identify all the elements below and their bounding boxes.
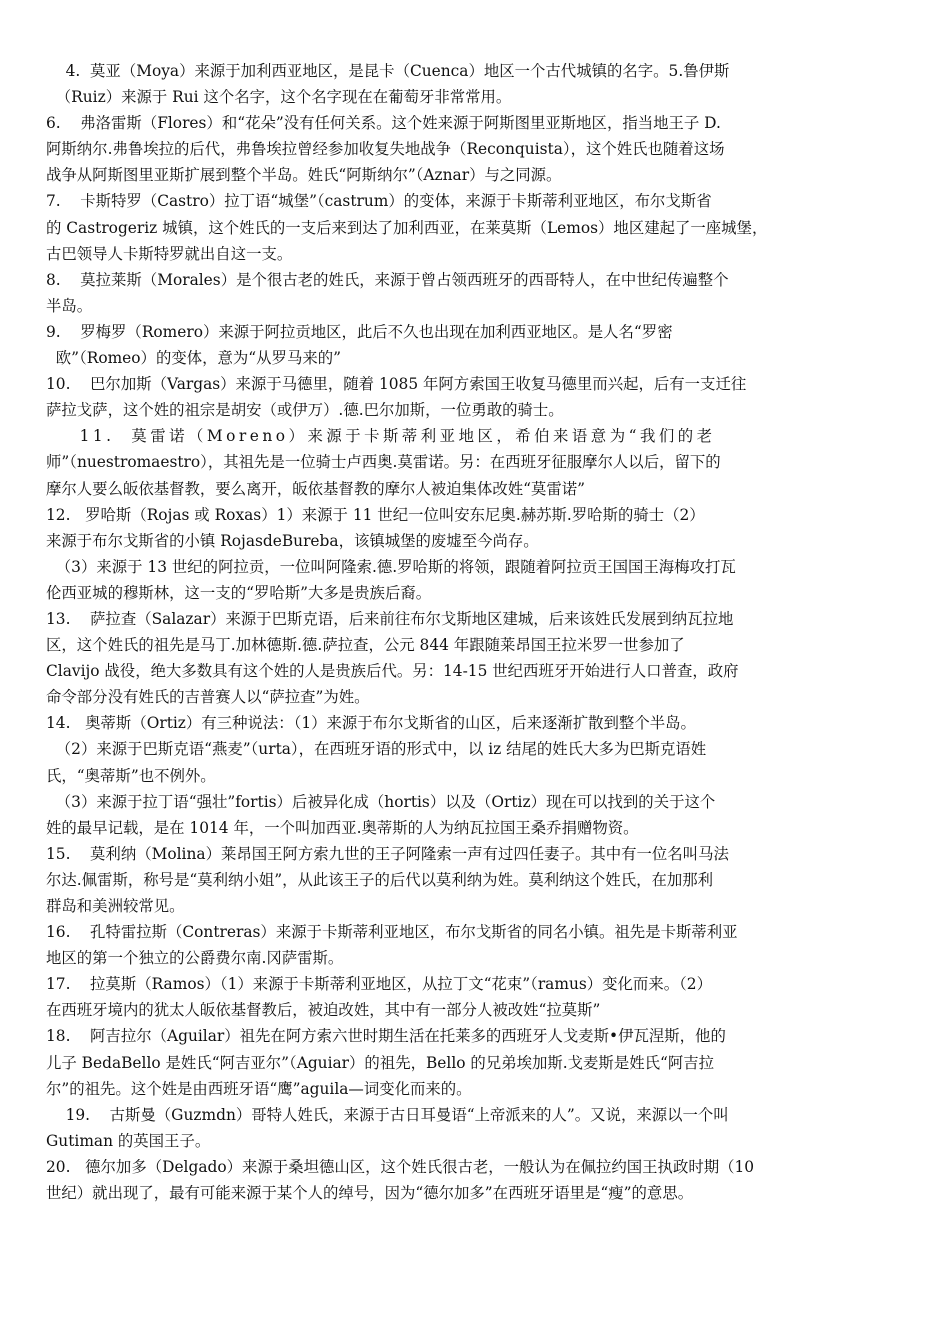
- text-line-17: 摩尔人要么皈依基督教，要么离开，皈依基督教的摩尔人被迫集体改姓“莫雷诺”: [46, 479, 586, 498]
- text-line-2: （Ruiz）来源于 Rui 这个名字，这个名字现在在葡萄牙非常常用。: [46, 88, 512, 107]
- text-line-19: 来源于布尔戈斯省的小镇 RojasdeBureba，该镇城堡的废墟至今尚存。: [46, 531, 539, 550]
- text-line-29: （3）来源于拉丁语“强壮”fortis）后被异化成（hortis）以及（Ortiz）现在可以找到的关于这个: [46, 792, 716, 811]
- text-line-13: 10. 巴尔加斯（Vargas）来源于马德里，随着 1085 年阿方索国王收复马德里而兴起，后有一支迁往: [46, 375, 747, 394]
- text-line-8: 古巴领导人卡斯特罗就出自这一支。: [46, 244, 293, 263]
- text-line-4: 阿斯纳尔.弗鲁埃拉的后代，弗鲁埃拉曾经参加收复失地战争（Reconquista），这个姓氏也随着这场: [46, 140, 725, 159]
- text-line-39: 儿子 BedaBello 是姓氏“阿吉亚尔”（Aguiar）的祖先，Bello 的兄弟埃加斯.戈麦斯是姓氏“阿吉拉: [46, 1053, 715, 1072]
- text-line-30: 姓的最早记载，是在 1014 年，一个叫加西亚.奥蒂斯的人为纳瓦拉国王桑乔捐赠物资。: [46, 818, 639, 837]
- text-line-7: 的 Castrogeriz 城镇，这个姓氏的一支后来到达了加利西亚，在莱莫斯（Lemos）地区建起了一座城堡，: [46, 218, 768, 237]
- text-line-9: 8. 莫拉莱斯（Morales）是个很古老的姓氏，来源于曾占领西班牙的西哥特人，在中世纪传遍整个: [46, 270, 729, 289]
- text-line-44: 世纪）就出现了，最有可能来源于某个人的绰号，因为“德尔加多”在西班牙语里是“瘦”的意思。: [46, 1184, 694, 1203]
- text-line-21: 伦西亚城的穆斯林，这一支的“罗哈斯”大多是贵族后裔。: [46, 583, 432, 602]
- text-line-43: 20. 德尔加多（Delgado）来源于桑坦德山区，这个姓氏很古老，一般认为在佩拉约国王执政时期（10: [46, 1157, 755, 1176]
- text-line-25: 命令部分没有姓氏的吉普赛人以“萨拉查”为姓。: [46, 688, 370, 707]
- text-line-22: 13. 萨拉查（Salazar）来源于巴斯克语，后来前往布尔戈斯地区建城，后来该姓氏发展到纳瓦拉地: [46, 609, 734, 628]
- text-line-24: Clavijo 战役，绝大多数具有这个姓的人是贵族后代。另：14-15 世纪西班牙开始进行人口普查，政府: [46, 662, 739, 681]
- text-line-3: 6. 弗洛雷斯（Flores）和“花朵”没有任何关系。这个姓来源于阿斯图里亚斯地区，指当地王子 D.: [46, 114, 721, 133]
- text-line-14: 萨拉戈萨，这个姓的祖宗是胡安（或伊万）.德.巴尔加斯，一位勇敢的骑士。: [46, 401, 564, 420]
- text-line-27: （2）来源于巴斯克语“燕麦”（urta），在西班牙语的形式中，以 iz 结尾的姓氏大多为巴斯克语姓: [46, 740, 707, 759]
- text-line-26: 14. 奥蒂斯（Ortiz）有三种说法：（1）来源于布尔戈斯省的山区，后来逐渐扩散到整个半岛。: [46, 714, 696, 733]
- text-line-23: 区，这个姓氏的祖先是马丁.加林德斯.德.萨拉查，公元 844 年跟随莱昂国王拉米罗一世参加了: [46, 636, 685, 655]
- text-line-5: 战争从阿斯图里亚斯扩展到整个半岛。姓氏“阿斯纳尔”（Aznar）与之同源。: [46, 166, 562, 185]
- text-line-36: 17. 拉莫斯（Ramos）（1）来源于卡斯蒂利亚地区，从拉丁文“花束”（ramus）变化而来。（2）: [46, 975, 712, 994]
- text-line-16: 师”（nuestromaestro），其祖先是一位骑士卢西奥.莫雷诺。另：在西班牙征服摩尔人以后，留下的: [46, 453, 721, 472]
- text-line-41: 19. 古斯曼（Guzmdn）哥特人姓氏，来源于古日耳曼语“上帝派来的人”。又说，来源以一个叫: [46, 1105, 729, 1124]
- text-line-1: 4. 莫亚（Moya）来源于加利西亚地区，是昆卡（Cuenca）地区一个古代城镇的名字。5.鲁伊斯: [46, 62, 730, 80]
- text-line-12: 欧”（Romeo）的变体，意为“从罗马来的”: [46, 349, 341, 368]
- text-line-32: 尔达.佩雷斯，称号是“莫利纳小姐”，从此该王子的后代以莫利纳为姓。莫利纳这个姓氏，在加那利: [46, 870, 714, 889]
- text-line-10: 半岛。: [46, 296, 93, 315]
- text-line-33: 群岛和美洲较常见。: [46, 897, 185, 915]
- text-line-6: 7. 卡斯特罗（Castro）拉丁语“城堡”（castrum）的变体，来源于卡斯蒂利亚地区，布尔戈斯省: [46, 192, 712, 211]
- text-line-15: 11. 莫雷诺（Moreno）来源于卡斯蒂利亚地区，希伯来语意为“我们的老: [46, 427, 716, 446]
- text-line-40: 尔”的祖先。这个姓是由西班牙语“鹰”aguila—词变化而来的。: [46, 1079, 472, 1098]
- text-line-18: 12. 罗哈斯（Rojas 或 Roxas）1）来源于 11 世纪一位叫安东尼奥.赫苏斯.罗哈斯的骑士（2）: [46, 505, 705, 524]
- text-line-35: 地区的第一个独立的公爵费尔南.冈萨雷斯。: [46, 949, 344, 968]
- text-line-11: 9. 罗梅罗（Romero）来源于阿拉贡地区，此后不久也出现在加利西亚地区。是人名“罗密: [46, 322, 673, 341]
- text-line-42: Gutiman 的英国王子。: [46, 1131, 211, 1150]
- text-line-28: 氏，“奥蒂斯”也不例外。: [46, 766, 216, 785]
- text-line-20: （3）来源于 13 世纪的阿拉贡，一位叫阿隆索.德.罗哈斯的将领，跟随着阿拉贡王国国王海梅攻打瓦: [46, 557, 736, 576]
- text-line-38: 18. 阿吉拉尔（Aguilar）祖先在阿方索六世时期生活在托莱多的西班牙人戈麦斯•伊瓦涅斯，他的: [46, 1027, 726, 1046]
- text-line-31: 15. 莫利纳（Molina）莱昂国王阿方索九世的王子阿隆索一声有过四任妻子。其中有一位名叫马法: [46, 844, 729, 863]
- text-line-34: 16. 孔特雷拉斯（Contreras）来源于卡斯蒂利亚地区，布尔戈斯省的同名小镇。祖先是卡斯蒂利亚: [46, 923, 738, 942]
- text-line-37: 在西班牙境内的犹太人皈依基督教后，被迫改姓，其中有一部分人被改姓“拉莫斯”: [46, 1001, 601, 1020]
